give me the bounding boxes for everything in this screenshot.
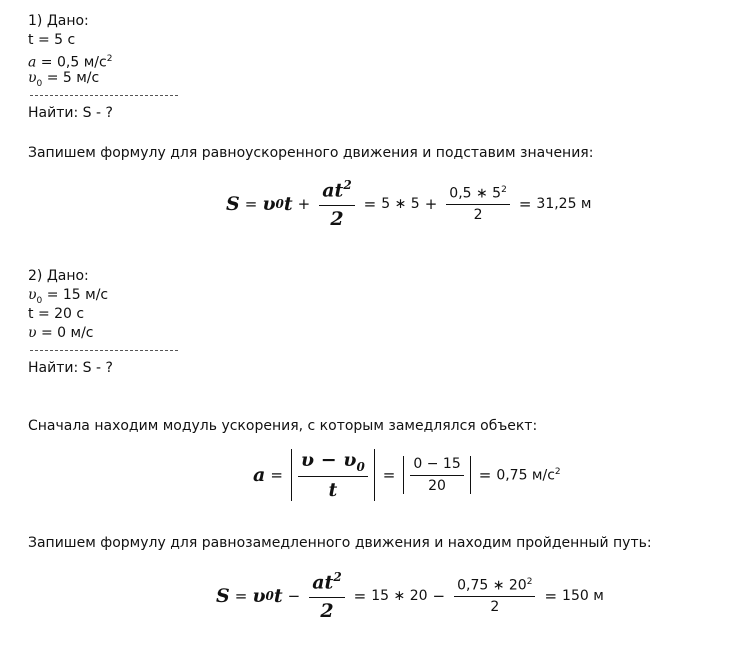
- symbol-v: υ: [28, 70, 37, 86]
- equals-sign: =: [234, 587, 248, 605]
- numerator-v0: υ: [343, 448, 357, 471]
- fraction-numerator: [298, 449, 368, 478]
- result-exponent: 2: [554, 466, 561, 477]
- formula-t: t: [283, 193, 293, 215]
- equals-sign: =: [382, 466, 396, 484]
- calc-step: 15 ∗ 20: [371, 588, 428, 604]
- explanation-text: Сначала находим модуль ускорения, с которым замедлялся объект:: [28, 418, 538, 434]
- equals-sign: =: [544, 587, 558, 605]
- fraction-denominator: t: [328, 479, 338, 502]
- absolute-value: [291, 449, 375, 502]
- symbol-a: a: [28, 54, 37, 71]
- fraction: [446, 185, 510, 224]
- formula-distance-decelerated: [216, 568, 604, 624]
- symbol-v: υ: [28, 325, 37, 341]
- velocity-value: = 5 м/с: [42, 70, 100, 86]
- formula-lhs: S: [226, 193, 240, 215]
- fraction: [309, 570, 344, 621]
- equals-sign: =: [478, 466, 492, 484]
- equals-sign: =: [270, 466, 283, 484]
- fraction-denominator: 2: [320, 599, 334, 622]
- given-time: t = 20 с: [28, 306, 85, 322]
- plus-sign: +: [297, 195, 311, 213]
- fraction: [298, 449, 368, 502]
- result-text: 0,75 м/с: [496, 467, 555, 484]
- minus-sign: −: [432, 587, 446, 605]
- numerator-text: at: [322, 179, 344, 202]
- numerator-v: υ: [300, 448, 315, 471]
- formula-acceleration: [253, 450, 561, 500]
- numerator-exponent: 2: [501, 184, 507, 195]
- formula-distance-accelerated: [226, 176, 592, 232]
- fraction: [319, 178, 354, 229]
- numerator-text: at: [312, 571, 334, 594]
- explanation-text: Запишем формулу для равноускоренного движения и подставим значения:: [28, 145, 594, 161]
- result-value: [496, 467, 560, 484]
- formula-v: υ: [262, 193, 276, 215]
- plus-sign: +: [424, 195, 438, 213]
- fraction-denominator: 20: [428, 478, 446, 494]
- result-value: 150 м: [562, 588, 604, 604]
- formula-lhs: a: [253, 464, 266, 486]
- calc-step: 5 ∗ 5: [381, 196, 420, 212]
- numerator-exponent: 2: [343, 178, 352, 193]
- fraction-numerator: [309, 570, 344, 597]
- velocity-value: = 15 м/с: [42, 287, 109, 303]
- numerator-exponent: 2: [526, 576, 533, 587]
- given-time: t = 5 с: [28, 32, 76, 48]
- fraction-numerator: 0 − 15: [410, 456, 463, 476]
- minus-sign: −: [287, 587, 301, 605]
- fraction: [454, 577, 535, 616]
- numerator-text: 0,75 ∗ 20: [457, 577, 527, 594]
- fraction-numerator: [319, 178, 354, 205]
- given-initial-velocity: [28, 69, 99, 93]
- acceleration-value: = 0,5 м/с: [36, 54, 107, 71]
- subscript: 0: [36, 78, 43, 89]
- find-label: Найти: S - ?: [28, 360, 113, 376]
- minus-sign: −: [320, 448, 337, 471]
- fraction: [410, 456, 463, 494]
- fraction-denominator: 2: [490, 599, 500, 616]
- fraction-denominator: 2: [473, 207, 483, 224]
- subscript: 0: [36, 295, 43, 306]
- task1-header: 1) Дано:: [28, 13, 89, 29]
- formula-v: υ: [252, 585, 266, 607]
- formula-lhs: S: [216, 585, 230, 607]
- absolute-value: [403, 456, 470, 494]
- numerator-exponent: 2: [333, 570, 342, 585]
- formula-v-subscript: 0: [265, 589, 274, 603]
- symbol-v: υ: [28, 287, 37, 303]
- fraction-denominator: 2: [330, 207, 344, 230]
- fraction-numerator: [454, 577, 535, 598]
- equals-sign: =: [518, 195, 532, 213]
- result-value: 31,25 м: [536, 196, 592, 212]
- numerator-subscript: 0: [356, 459, 365, 474]
- equals-sign: =: [353, 587, 367, 605]
- separator-line: [30, 350, 178, 351]
- given-final-velocity: [28, 324, 93, 342]
- formula-v-subscript: 0: [275, 197, 284, 211]
- formula-t: t: [273, 585, 283, 607]
- task2-header: 2) Дано:: [28, 268, 89, 284]
- exponent: 2: [106, 54, 113, 64]
- separator-line: [30, 95, 178, 96]
- numerator-text: 0,5 ∗ 5: [449, 185, 502, 202]
- explanation-text: Запишем формулу для равнозамедленного движения и находим пройденный путь:: [28, 535, 652, 551]
- find-label: Найти: S - ?: [28, 105, 113, 121]
- equals-sign: =: [363, 195, 377, 213]
- fraction-numerator: [446, 185, 510, 206]
- velocity-value: = 0 м/с: [36, 325, 94, 341]
- equals-sign: =: [244, 195, 258, 213]
